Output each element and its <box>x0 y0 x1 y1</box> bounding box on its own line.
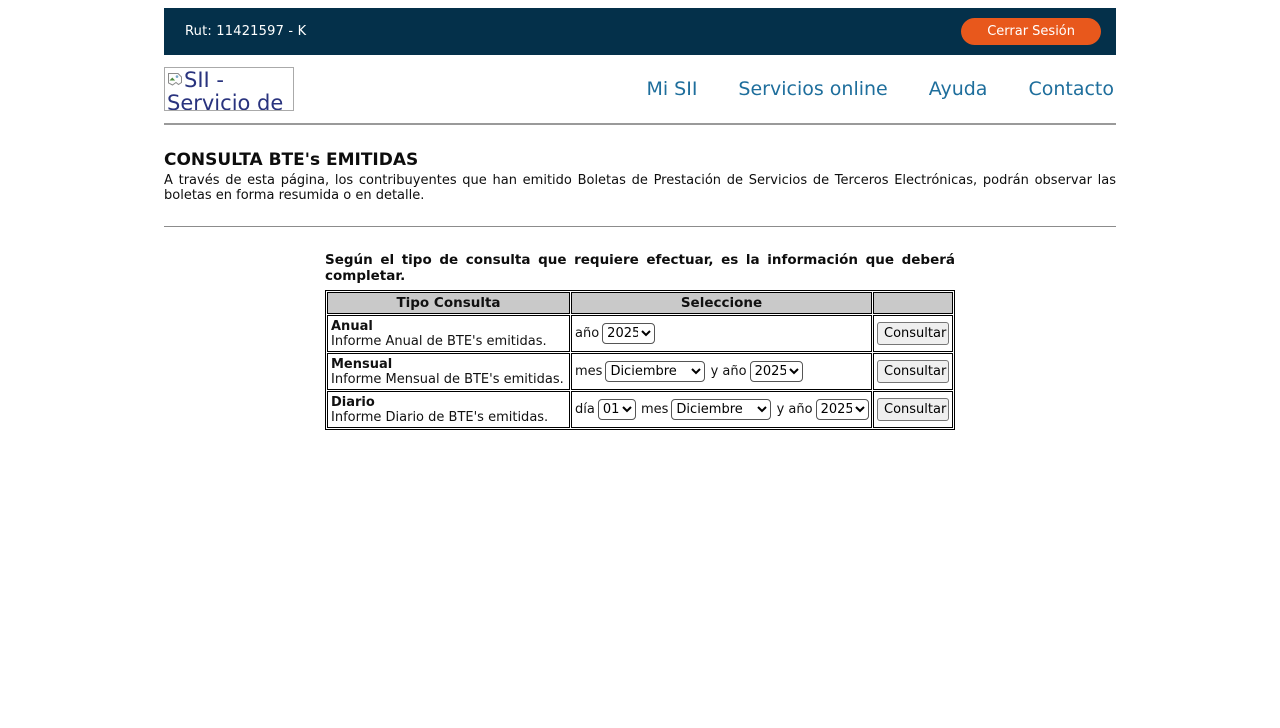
mensual-month-label: mes <box>575 364 603 379</box>
nav-mi-sii[interactable]: Mi SII <box>646 78 698 100</box>
mensual-type-description: Informe Mensual de BTE's emitidas. <box>331 371 564 387</box>
table-row-diario <box>327 391 953 428</box>
diario-consultar-button[interactable]: Consultar <box>877 398 949 421</box>
anual-type-label: Anual <box>331 318 373 334</box>
mensual-month-select[interactable] <box>605 361 705 382</box>
diario-type-description: Informe Diario de BTE's emitidas. <box>331 409 549 425</box>
mensual-year-select[interactable] <box>750 361 803 382</box>
mensual-select-cell <box>571 353 872 390</box>
mensual-tipo-cell <box>327 353 570 390</box>
mensual-year-label: y año <box>710 364 747 379</box>
diario-day-label: día <box>575 402 595 417</box>
diario-day-select[interactable] <box>598 399 636 420</box>
sii-logo-link[interactable] <box>164 67 294 111</box>
nav-servicios-online[interactable]: Servicios online <box>738 78 888 100</box>
consulta-table <box>325 290 955 430</box>
diario-year-label: y año <box>776 402 813 417</box>
nav-ayuda[interactable]: Ayuda <box>928 78 988 100</box>
diario-action-cell <box>873 391 953 428</box>
section-divider <box>164 226 1116 227</box>
table-row-anual <box>327 315 953 352</box>
anual-consultar-button[interactable]: Consultar <box>877 322 949 345</box>
mensual-consultar-button[interactable]: Consultar <box>877 360 949 383</box>
anual-action-cell <box>873 315 953 352</box>
mensual-type-label: Mensual <box>331 356 393 372</box>
instruction-text: Según el tipo de consulta que requiere efectuar, es la información que deberá completar. <box>325 252 955 284</box>
session-bar <box>164 8 1116 55</box>
diario-tipo-cell <box>327 391 570 428</box>
table-header-row <box>327 292 953 314</box>
page-description: A través de esta página, los contribuyentes que han emitido Boletas de Prestación de Servicios de Terceros Electrónicas, podrán observar las boletas en forma resumida o en detalle. <box>164 173 1116 203</box>
site-header <box>164 67 1116 111</box>
logo-alt-text: SII - Servicio de <box>167 68 284 111</box>
anual-tipo-cell <box>327 315 570 352</box>
diario-month-label: mes <box>640 402 669 417</box>
anual-type-description: Informe Anual de BTE's emitidas. <box>331 333 547 349</box>
col-header-seleccione: Seleccione <box>571 292 872 314</box>
header-divider <box>164 123 1116 125</box>
consulta-section <box>325 252 955 430</box>
rut-label: Rut: 11421597 - K <box>185 24 307 39</box>
diario-month-select[interactable] <box>671 399 771 420</box>
mensual-action-cell <box>873 353 953 390</box>
table-row-mensual <box>327 353 953 390</box>
diario-year-select[interactable] <box>816 399 869 420</box>
page-container <box>164 8 1116 430</box>
broken-image-icon <box>167 69 183 92</box>
col-header-tipo-consulta: Tipo Consulta <box>327 292 570 314</box>
diario-type-label: Diario <box>331 394 375 410</box>
col-header-action <box>873 292 953 314</box>
page-title: CONSULTA BTE's EMITIDAS <box>164 150 419 170</box>
anual-year-select[interactable] <box>602 323 655 344</box>
diario-select-cell <box>571 391 872 428</box>
anual-year-label: año <box>575 326 600 341</box>
anual-select-cell <box>571 315 872 352</box>
nav-contacto[interactable]: Contacto <box>1028 78 1114 100</box>
main-nav <box>646 78 1116 100</box>
logout-button[interactable]: Cerrar Sesión <box>961 18 1101 45</box>
